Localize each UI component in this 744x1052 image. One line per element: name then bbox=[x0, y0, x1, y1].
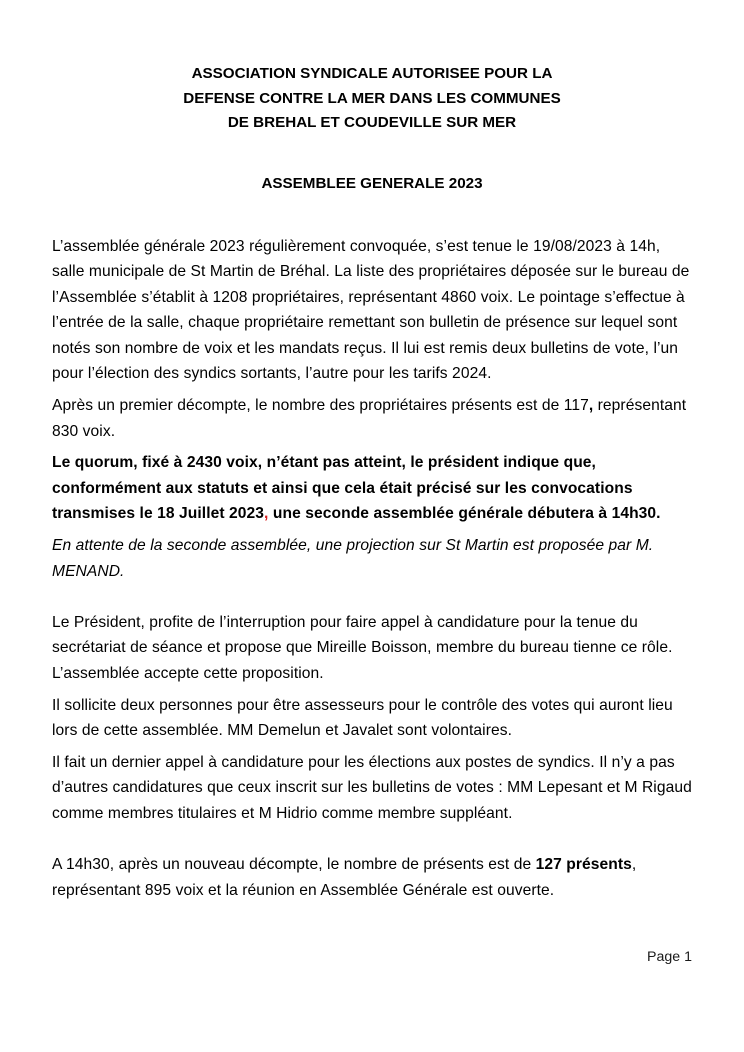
paragraph-convocation: L’assemblée générale 2023 régulièrement convoquée, s’est tenue le 19/08/2023 à 14h, salle municipale de St Martin de Bréhal. La liste des propriétaires déposée sur le bureau de l’Assemblée s’établit à 1208 propriétaires, représentant 4860 voix. Le pointage s’effectue à l’entrée de la salle, chaque propriétaire remettant son bulletin de présence sur lequel sont notés son nombre de voix et les mandats reçus. Il lui est remis deux bulletins de vote, l’un pour l’élection des syndics sortants, l’autre pour les tarifs 2024. bbox=[52, 237, 690, 383]
header-line-3: DE BREHAL ET COUDEVILLE SUR MER bbox=[227, 114, 517, 131]
second-count-highlight: 127 présents bbox=[535, 856, 632, 874]
document-body bbox=[52, 196, 692, 904]
paragraph-secretariat: Le Président, profite de l’interruption pour faire appel à candidature pour la tenue du secrétariat de séance et propose que Mireille Boisson, membre du bureau tienne ce rôle. L’assemblée accepte cette proposition. bbox=[52, 613, 673, 682]
header-line-1: ASSOCIATION SYNDICALE AUTORISEE POUR LA bbox=[191, 65, 553, 82]
paragraph-projection: En attente de la seconde assemblée, une projection sur St Martin est proposée par M. MENAND. bbox=[52, 537, 654, 580]
second-count-text: A 14h30, après un nouveau décompte, le nombre de présents est de bbox=[52, 856, 536, 874]
first-count-text: Après un premier décompte, le nombre des propriétaires présents est de 117 bbox=[52, 397, 589, 415]
paragraph-quorum bbox=[52, 450, 692, 527]
paragraph-candidatures: Il fait un dernier appel à candidature pour les élections aux postes de syndics. Il n’y a pas d’autres candidatures que ceux inscrit sur les bulletins de votes : MM Lepesant et M Rigaud comme membres titulaires et M Hidrio comme membre suppléant. bbox=[52, 753, 692, 822]
quorum-red-comma: , bbox=[264, 505, 269, 523]
quorum-text-part2: une seconde assemblée générale débutera à 14h30. bbox=[268, 505, 661, 523]
document-content bbox=[52, 0, 692, 903]
paragraph-second-count bbox=[52, 852, 692, 903]
paragraph-spacer-2 bbox=[52, 827, 692, 853]
quorum-text-part1: Le quorum, fixé à 2430 voix, n’étant pas atteint, le président indique que, conformément aux statuts et ainsi que cela était précisé sur les convocations transmises le 18 Juillet 2023 bbox=[52, 454, 633, 523]
second-count-voices: , représentant 895 voix et la réunion en Assemblée Générale est ouverte. bbox=[52, 856, 637, 899]
paragraph-spacer-1 bbox=[52, 584, 692, 610]
first-count-voices: représentant 830 voix. bbox=[52, 397, 687, 440]
page-footer bbox=[52, 948, 692, 966]
paragraph-assessors: Il sollicite deux personnes pour être assesseurs pour le contrôle des votes qui auront lieu lors de cette assemblée. MM Demelun et Javalet sont volontaires. bbox=[52, 696, 673, 740]
document-header-title bbox=[52, 0, 692, 136]
document-subtitle: ASSEMBLEE GENERALE 2023 bbox=[261, 174, 483, 192]
header-line-2: DEFENSE CONTRE LA MER DANS LES COMMUNES bbox=[183, 89, 561, 107]
paragraph-first-count bbox=[52, 393, 692, 444]
first-count-comma: , bbox=[588, 397, 594, 415]
page-number-label: Page 1 bbox=[647, 949, 692, 965]
